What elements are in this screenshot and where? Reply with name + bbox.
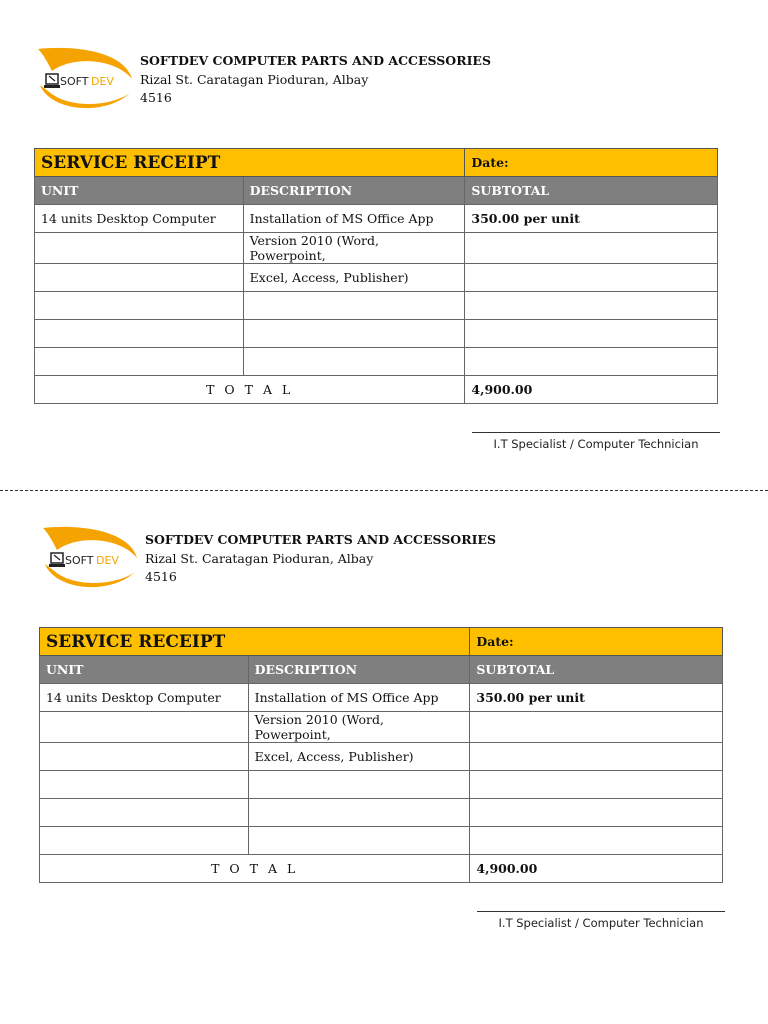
subtotal-header: SUBTOTAL: [465, 177, 718, 205]
receipt-original: [0, 0, 768, 470]
subtotal-cell: [465, 320, 718, 348]
subtotal-cell: [470, 827, 723, 855]
table-row: [35, 205, 718, 233]
table-row: [35, 292, 718, 320]
column-header-row: [35, 177, 718, 205]
description-cell: [243, 348, 465, 376]
total-label: T O T A L: [40, 855, 470, 883]
subtotal-cell: [465, 292, 718, 320]
subtotal-header: SUBTOTAL: [470, 656, 723, 684]
unit-header: UNIT: [40, 656, 249, 684]
logo-soft-text: SOFT: [65, 554, 94, 567]
unit-cell: [35, 348, 244, 376]
receipt-title: SERVICE RECEIPT: [40, 628, 470, 656]
logo-soft-text: SOFT: [60, 75, 89, 88]
table-row: [40, 827, 723, 855]
unit-cell: [35, 264, 244, 292]
unit-cell: 14 units Desktop Computer: [35, 205, 244, 233]
total-row: [35, 376, 718, 404]
unit-cell: 14 units Desktop Computer: [40, 684, 249, 712]
service-receipt-table: [39, 627, 723, 883]
description-cell: Installation of MS Office App: [248, 684, 470, 712]
unit-cell: [40, 712, 249, 743]
description-cell: [243, 292, 465, 320]
description-cell: Installation of MS Office App: [243, 205, 465, 233]
subtotal-cell: 350.00 per unit: [465, 205, 718, 233]
table-row: [40, 743, 723, 771]
unit-cell: [40, 771, 249, 799]
signature-line: [477, 911, 725, 912]
receipt-title: SERVICE RECEIPT: [35, 149, 465, 177]
table-row: [40, 712, 723, 743]
description-cell: [248, 771, 470, 799]
table-row: [35, 264, 718, 292]
signature-block: [472, 432, 720, 451]
logo-dev-text: DEV: [96, 554, 119, 567]
signature-role: I.T Specialist / Computer Technician: [493, 437, 699, 451]
company-address: Rizal St. Caratagan Pioduran, Albay: [140, 71, 369, 87]
subtotal-cell: [470, 712, 723, 743]
table-row: [35, 348, 718, 376]
subtotal-cell: [465, 264, 718, 292]
date-label: Date:: [470, 628, 723, 656]
description-header: DESCRIPTION: [243, 177, 465, 205]
subtotal-cell: [470, 743, 723, 771]
table-row: [35, 320, 718, 348]
service-receipt-table: [34, 148, 718, 404]
signature-block: [477, 911, 725, 930]
signature-role: I.T Specialist / Computer Technician: [498, 916, 704, 930]
title-row: [35, 149, 718, 177]
unit-header: UNIT: [35, 177, 244, 205]
subtotal-cell: [465, 348, 718, 376]
signature-line: [472, 432, 720, 433]
description-cell: Version 2010 (Word, Powerpoint,: [248, 712, 470, 743]
total-value: 4,900.00: [465, 376, 718, 404]
softdev-logo: [34, 45, 134, 113]
receipt-copy: [0, 479, 768, 949]
description-cell: [248, 827, 470, 855]
description-cell: Excel, Access, Publisher): [243, 264, 465, 292]
company-address: Rizal St. Caratagan Pioduran, Albay: [145, 550, 374, 566]
description-cell: [248, 799, 470, 827]
table-row: [40, 799, 723, 827]
total-label: T O T A L: [35, 376, 465, 404]
subtotal-cell: 350.00 per unit: [470, 684, 723, 712]
unit-cell: [40, 799, 249, 827]
softdev-logo: [39, 524, 139, 592]
subtotal-cell: [465, 233, 718, 264]
subtotal-cell: [470, 799, 723, 827]
date-label: Date:: [465, 149, 718, 177]
description-cell: Version 2010 (Word, Powerpoint,: [243, 233, 465, 264]
table-row: [40, 684, 723, 712]
column-header-row: [40, 656, 723, 684]
unit-cell: [35, 233, 244, 264]
unit-cell: [35, 292, 244, 320]
title-row: [40, 628, 723, 656]
total-row: [40, 855, 723, 883]
description-cell: Excel, Access, Publisher): [248, 743, 470, 771]
table-row: [35, 233, 718, 264]
company-info: [145, 531, 496, 587]
company-zip: 4516: [140, 90, 172, 105]
logo-dev-text: DEV: [91, 75, 114, 88]
description-header: DESCRIPTION: [248, 656, 470, 684]
total-value: 4,900.00: [470, 855, 723, 883]
company-zip: 4516: [145, 569, 177, 584]
company-name: SOFTDEV COMPUTER PARTS AND ACCESSORIES: [140, 53, 491, 68]
unit-cell: [40, 743, 249, 771]
company-info: [140, 52, 491, 108]
company-name: SOFTDEV COMPUTER PARTS AND ACCESSORIES: [145, 532, 496, 547]
table-row: [40, 771, 723, 799]
unit-cell: [35, 320, 244, 348]
subtotal-cell: [470, 771, 723, 799]
description-cell: [243, 320, 465, 348]
unit-cell: [40, 827, 249, 855]
